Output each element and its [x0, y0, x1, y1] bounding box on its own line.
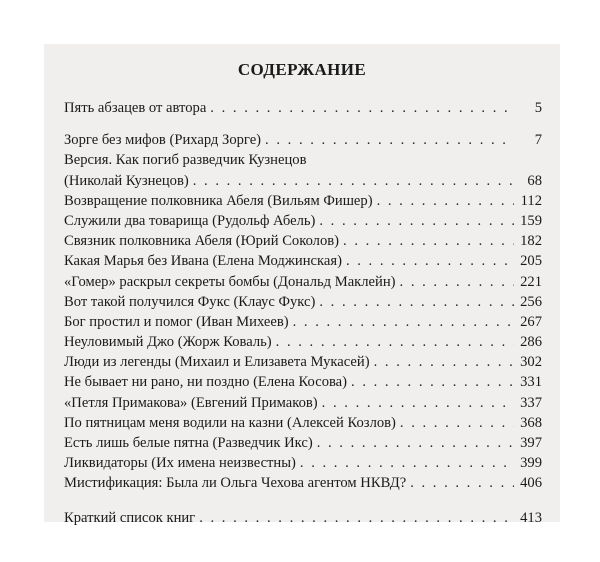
toc-entry-title: По пятницам меня водили на казни (Алексей Козлов): [64, 414, 396, 431]
toc-entry-title: Возвращение полковника Абеля (Вильям Фишер): [64, 192, 373, 209]
dot-leader: [193, 171, 514, 191]
toc-entry: [64, 191, 542, 211]
toc-entry: [64, 312, 542, 332]
toc-entry-title: Неуловимый Джо (Жорж Коваль): [64, 334, 272, 351]
dot-leader: [199, 508, 514, 528]
toc-entry: [64, 352, 542, 372]
toc-entry-page: 286: [520, 334, 542, 351]
dot-leader: [300, 453, 514, 473]
dot-leader: [351, 372, 514, 392]
dot-leader: [293, 312, 514, 332]
toc-entry-page: 68: [527, 172, 542, 189]
dot-leader: [410, 473, 514, 493]
toc-entry-title: Пять абзацев от автора: [64, 100, 207, 116]
toc-entry-title: Люди из легенды (Михаил и Елизавета Мукасей): [64, 354, 370, 371]
toc-entry: [64, 171, 542, 191]
dot-leader: [400, 272, 514, 292]
toc-entry-page: 337: [520, 394, 542, 411]
toc-entry: [64, 473, 542, 493]
toc-entry: [64, 393, 542, 413]
dot-leader: [374, 352, 514, 372]
dot-leader: [210, 98, 514, 118]
toc-entry-page: 205: [520, 253, 542, 270]
toc-entry-title: Служили два товарища (Рудольф Абель): [64, 212, 316, 229]
book-page: [44, 44, 560, 526]
toc-entry-page: 406: [520, 475, 542, 492]
toc-entry-page: 368: [520, 414, 542, 431]
toc-entry: [64, 508, 542, 528]
toc-entry-title: Краткий список книг: [64, 509, 196, 526]
dot-leader: [377, 191, 514, 211]
toc-entry-title: Ликвидаторы (Их имена неизвестны): [64, 455, 296, 472]
dot-leader: [322, 393, 514, 413]
toc-entry-page: 302: [520, 354, 542, 371]
table-of-contents: [64, 98, 542, 528]
dot-leader: [343, 231, 514, 251]
toc-entry: [64, 251, 542, 271]
page-title: СОДЕРЖАНИЕ: [237, 60, 367, 79]
toc-entry: [64, 372, 542, 392]
dot-leader: [317, 433, 514, 453]
toc-entry: [64, 98, 542, 118]
toc-entry: [64, 433, 542, 453]
toc-entry-title: (Николай Кузнецов): [64, 172, 189, 189]
toc-entry: [64, 332, 542, 352]
toc-entry-page: 159: [520, 212, 542, 229]
toc-entry: [64, 272, 542, 292]
toc-entry-title: Мистификация: Была ли Ольга Чехова агентом НКВД?: [64, 475, 407, 492]
toc-entry-title: «Петля Примакова» (Евгений Примаков): [64, 394, 318, 411]
toc-entry: [64, 413, 542, 433]
toc-entry-title-line1: Версия. Как погиб разведчик Кузнецов: [64, 152, 307, 169]
dot-leader: [319, 211, 514, 231]
toc-entry-title: «Гомер» раскрыл секреты бомбы (Дональд Маклейн): [64, 273, 396, 290]
toc-entry-page: 7: [534, 132, 542, 149]
dot-leader: [346, 251, 514, 271]
dot-leader: [276, 332, 514, 352]
toc-entry-page: 221: [520, 273, 542, 290]
toc-entry: [64, 453, 542, 473]
toc-entry-page: 267: [520, 313, 542, 330]
toc-entry: [64, 292, 542, 312]
toc-entry-title: Вот такой получился Фукс (Клаус Фукс): [64, 293, 316, 310]
toc-entry-title: Какая Марья без Ивана (Елена Моджинская): [64, 253, 342, 270]
toc-entry: [64, 231, 542, 251]
toc-entry: [64, 211, 542, 231]
toc-entry-page: 256: [520, 293, 542, 310]
dot-leader: [319, 292, 514, 312]
toc-entry-page: 112: [520, 192, 542, 209]
toc-entry-title: Зорге без мифов (Рихард Зорге): [64, 132, 262, 149]
toc-entry-title: Связник полковника Абеля (Юрий Соколов): [64, 233, 340, 250]
toc-entry-title: Бог простил и помог (Иван Михеев): [64, 313, 289, 330]
toc-entry-page: 182: [520, 233, 542, 250]
toc-entry-page: 399: [520, 455, 542, 472]
toc-entry-page: 5: [534, 100, 542, 116]
dot-leader: [265, 130, 514, 150]
toc-entry-page: 397: [520, 435, 542, 451]
toc-entry-page: 413: [520, 509, 542, 526]
toc-entry-page: 331: [520, 374, 542, 391]
toc-entry-title: Не бывает ни рано, ни поздно (Елена Косова): [64, 374, 348, 391]
dot-leader: [400, 413, 514, 433]
toc-entry: [64, 130, 542, 150]
toc-entry-title: Есть лишь белые пятна (Разведчик Икс): [64, 435, 313, 451]
